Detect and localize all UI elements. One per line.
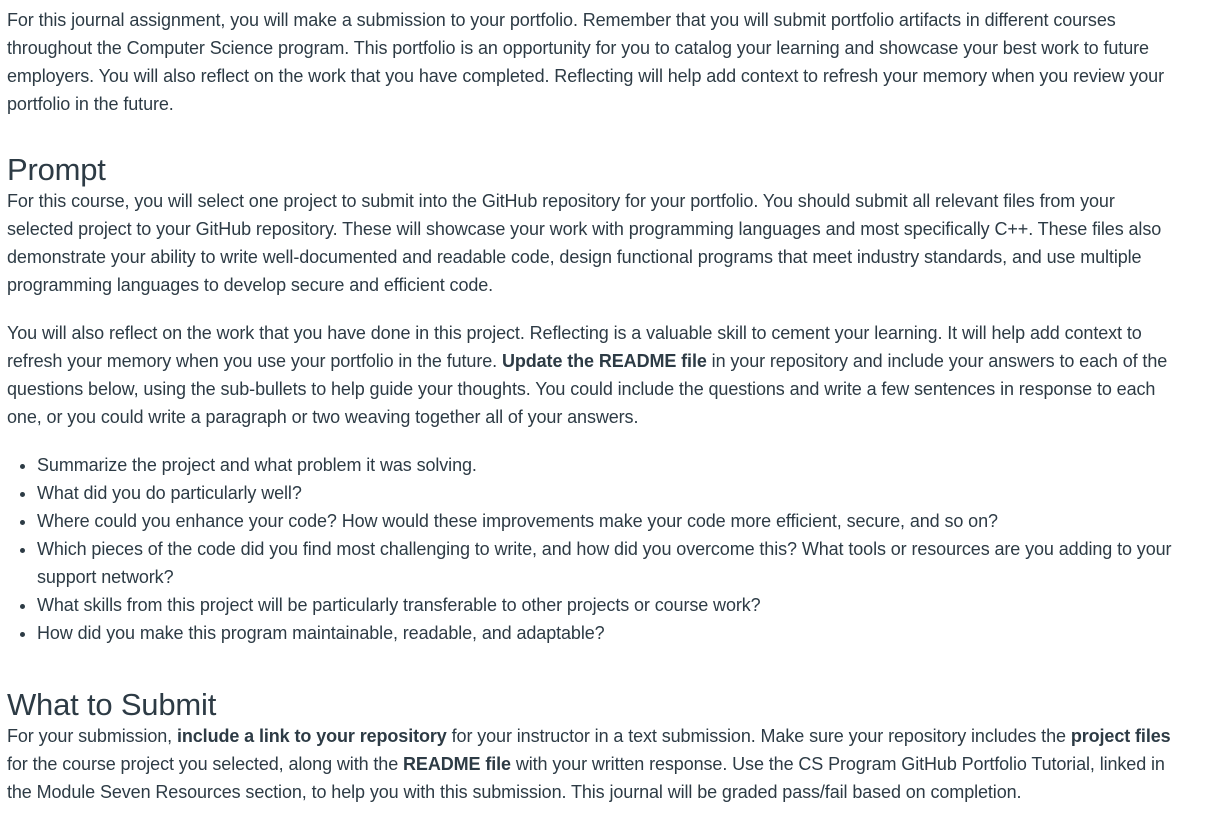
list-item: • Where could you enhance your code? How would these improvements make your code more efficient, secure, and so on? xyxy=(37,507,1181,535)
list-item: • What skills from this project will be particularly transferable to other projects or course work? xyxy=(37,591,1181,619)
readme-file-emphasis: README file xyxy=(403,754,511,774)
what-to-submit-paragraph xyxy=(7,722,1181,806)
prompt-paragraph-2-lead: You will also reflect on the work that you have done in this project. Reflecting is a valuable skill to cement your learning. It will help add context to refresh your memory when you use your portfolio in the future. xyxy=(7,323,1142,371)
project-files-emphasis: project files xyxy=(1070,726,1171,746)
list-item: • Which pieces of the code did you find most challenging to write, and how did you overcome this? What tools or resources are you adding to your support network? xyxy=(37,535,1181,591)
prompt-paragraph-1: For this course, you will select one project to submit into the GitHub repository for your portfolio. You should submit all relevant files from your selected project to your GitHub repository. These will showcase your work with programming languages and most specifically C++. These files also demonstrate your ability to write well-documented and readable code, design functional programs that meet industry standards, and use multiple programming languages to develop secure and efficient code. xyxy=(7,191,1162,295)
prompt-paragraph-2-tail: in your repository and include your answers to each of the questions below, using the sub-bullets to help guide your thoughts. You could include the questions and write a few sentences in response to each one, or you could write a paragraph or two weaving together all of your answers. xyxy=(7,351,1168,427)
readme-emphasis: Update the README file xyxy=(501,351,707,371)
submit-text-1: For your submission, xyxy=(7,726,177,746)
list-item: • What did you do particularly well? xyxy=(37,479,1181,507)
submit-text-4: with your written response. Use the CS Program GitHub Portfolio Tutorial, linked in the Module Seven Resources section, to help you with this submission. This journal will be graded pass/fail based on completion. xyxy=(7,754,1165,802)
intro-paragraph: For this journal assignment, you will make a submission to your portfolio. Remember that you will submit portfolio artifacts in different courses throughout the Computer Science program. This portfolio is an opportunity for you to catalog your learning and showcase your best work to future employers. You will also reflect on the work that you have completed. Reflecting will help add context to refresh your memory when you review your portfolio in the future. xyxy=(7,10,1164,114)
prompt-paragraph-2 xyxy=(7,319,1181,431)
what-to-submit-heading: What to Submit xyxy=(7,687,217,722)
list-item: • How did you make this program maintainable, readable, and adaptable? xyxy=(37,619,1181,647)
prompt-heading: Prompt xyxy=(7,152,106,187)
submit-text-3: for the course project you selected, along with the xyxy=(7,754,404,774)
repository-link-emphasis: include a link to your repository xyxy=(176,726,447,746)
list-item: • Summarize the project and what problem it was solving. xyxy=(37,451,1181,479)
reflection-questions-list xyxy=(7,451,1181,647)
submit-text-2: for your instructor in a text submission. Make sure your repository includes the xyxy=(446,726,1071,746)
